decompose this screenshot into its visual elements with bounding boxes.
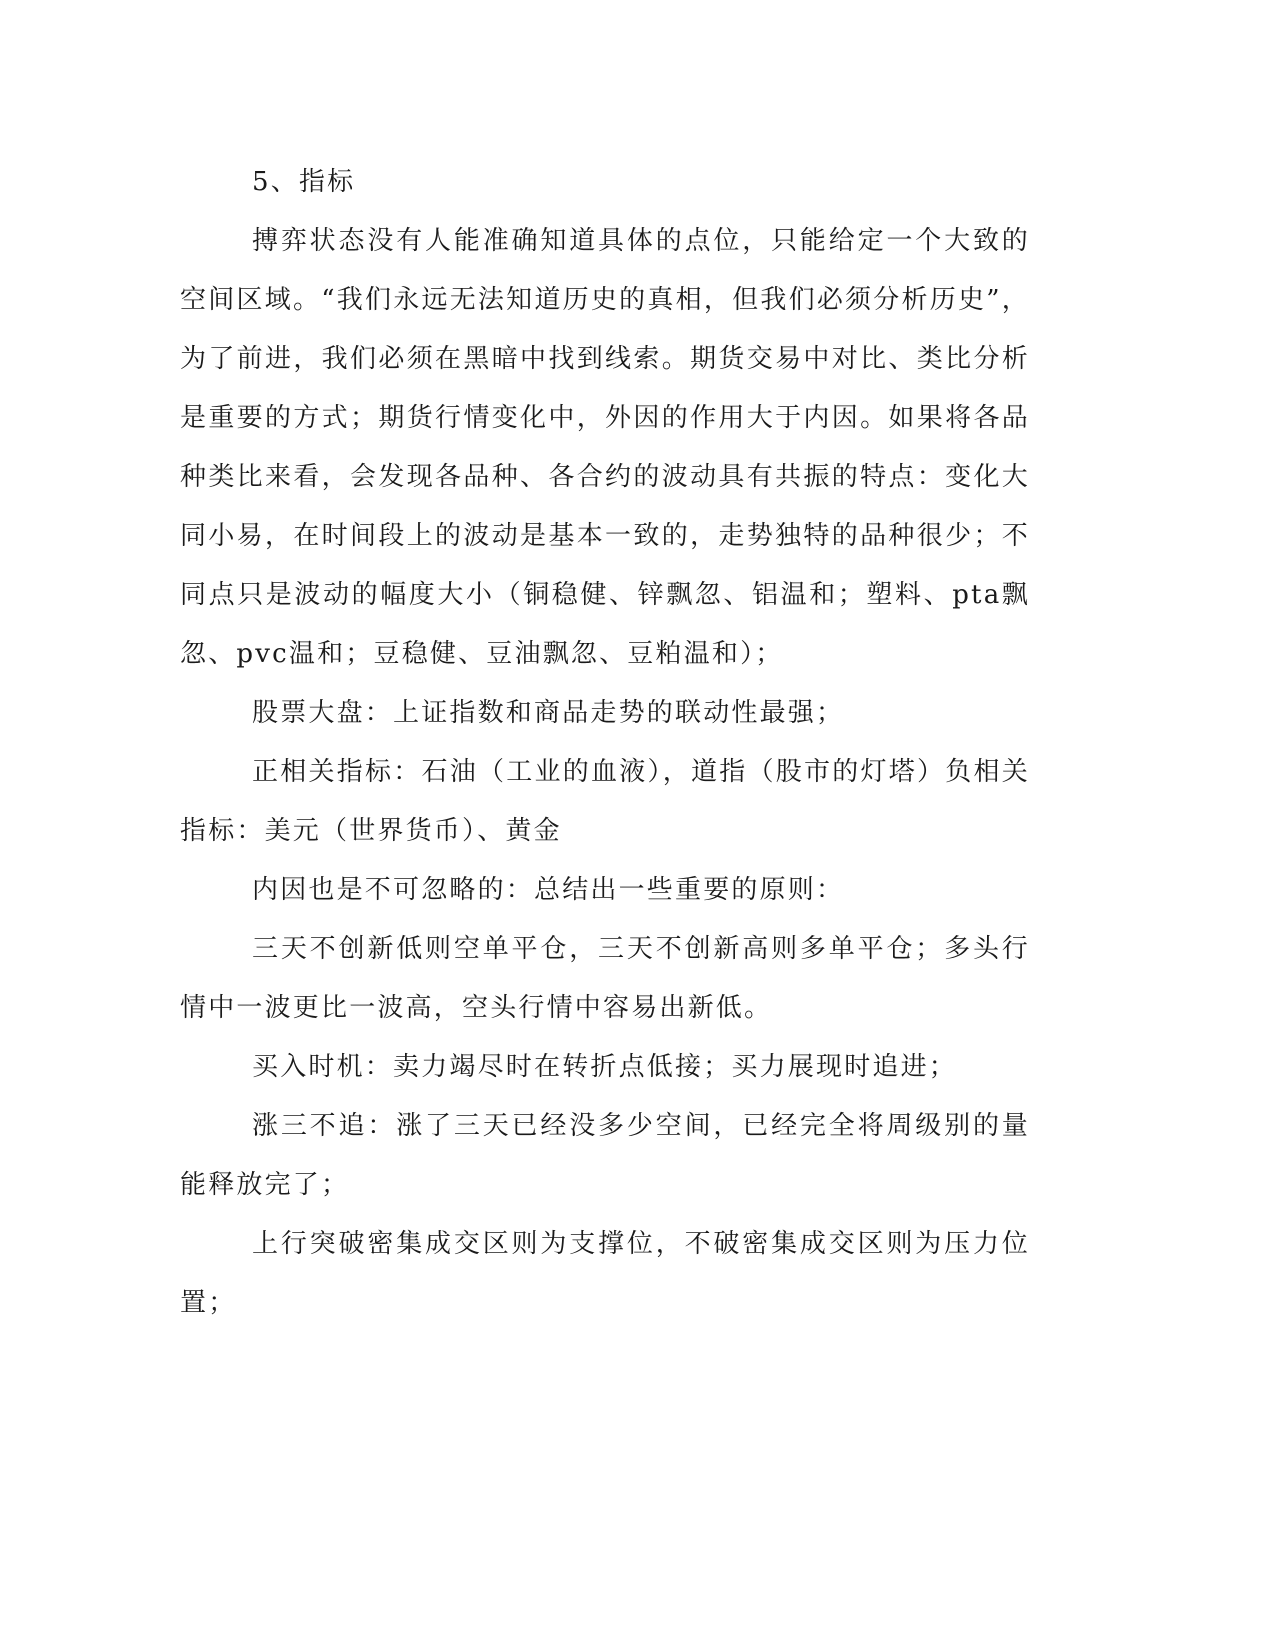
paragraph-correlation-indicators: 正相关指标：石油（工业的血液），道指（股市的灯塔）负相关指标：美元（世界货币）、黄金 <box>180 757 1030 846</box>
paragraph-internal-factors: 内因也是不可忽略的：总结出一些重要的原则： <box>252 875 845 905</box>
paragraph-no-chase: 涨三不追：涨了三天已经没多少空间，已经完全将周级别的量能释放完了； <box>180 1111 1030 1200</box>
paragraph-three-day-rule: 三天不创新低则空单平仓，三天不创新高则多单平仓；多头行情中一波更比一波高，空头行情中容易出新低。 <box>180 934 1030 1023</box>
paragraph-game-state: 搏弈状态没有人能准确知道具体的点位，只能给定一个大致的空间区域。“我们永远无法知道历史的真相，但我们必须分析历史”，为了前进，我们必须在黑暗中找到线索。期货交易中对比、类比分析是重要的方式；期货行情变化中，外因的作用大于内因。如果将各品种类比来看，会发现各品种、各合约的波动具有共振的特点：变化大同小易，在时间段上的波动是基本一致的，走势独特的品种很少；不同点只是波动的幅度大小（铜稳健、锌飘忽、铝温和；塑料、pta飘忽、pvc温和；豆稳健、豆油飘忽、豆粕温和）； <box>180 226 1030 669</box>
paragraph-support-resistance: 上行突破密集成交区则为支撑位，不破密集成交区则为压力位置； <box>180 1229 1030 1318</box>
paragraph-stock-index: 股票大盘：上证指数和商品走势的联动性最强； <box>252 698 845 728</box>
document-body <box>180 153 1030 1333</box>
section-heading: 5、指标 <box>252 167 356 197</box>
paragraph-buy-timing: 买入时机：卖力竭尽时在转折点低接；买力展现时追进； <box>252 1052 958 1082</box>
